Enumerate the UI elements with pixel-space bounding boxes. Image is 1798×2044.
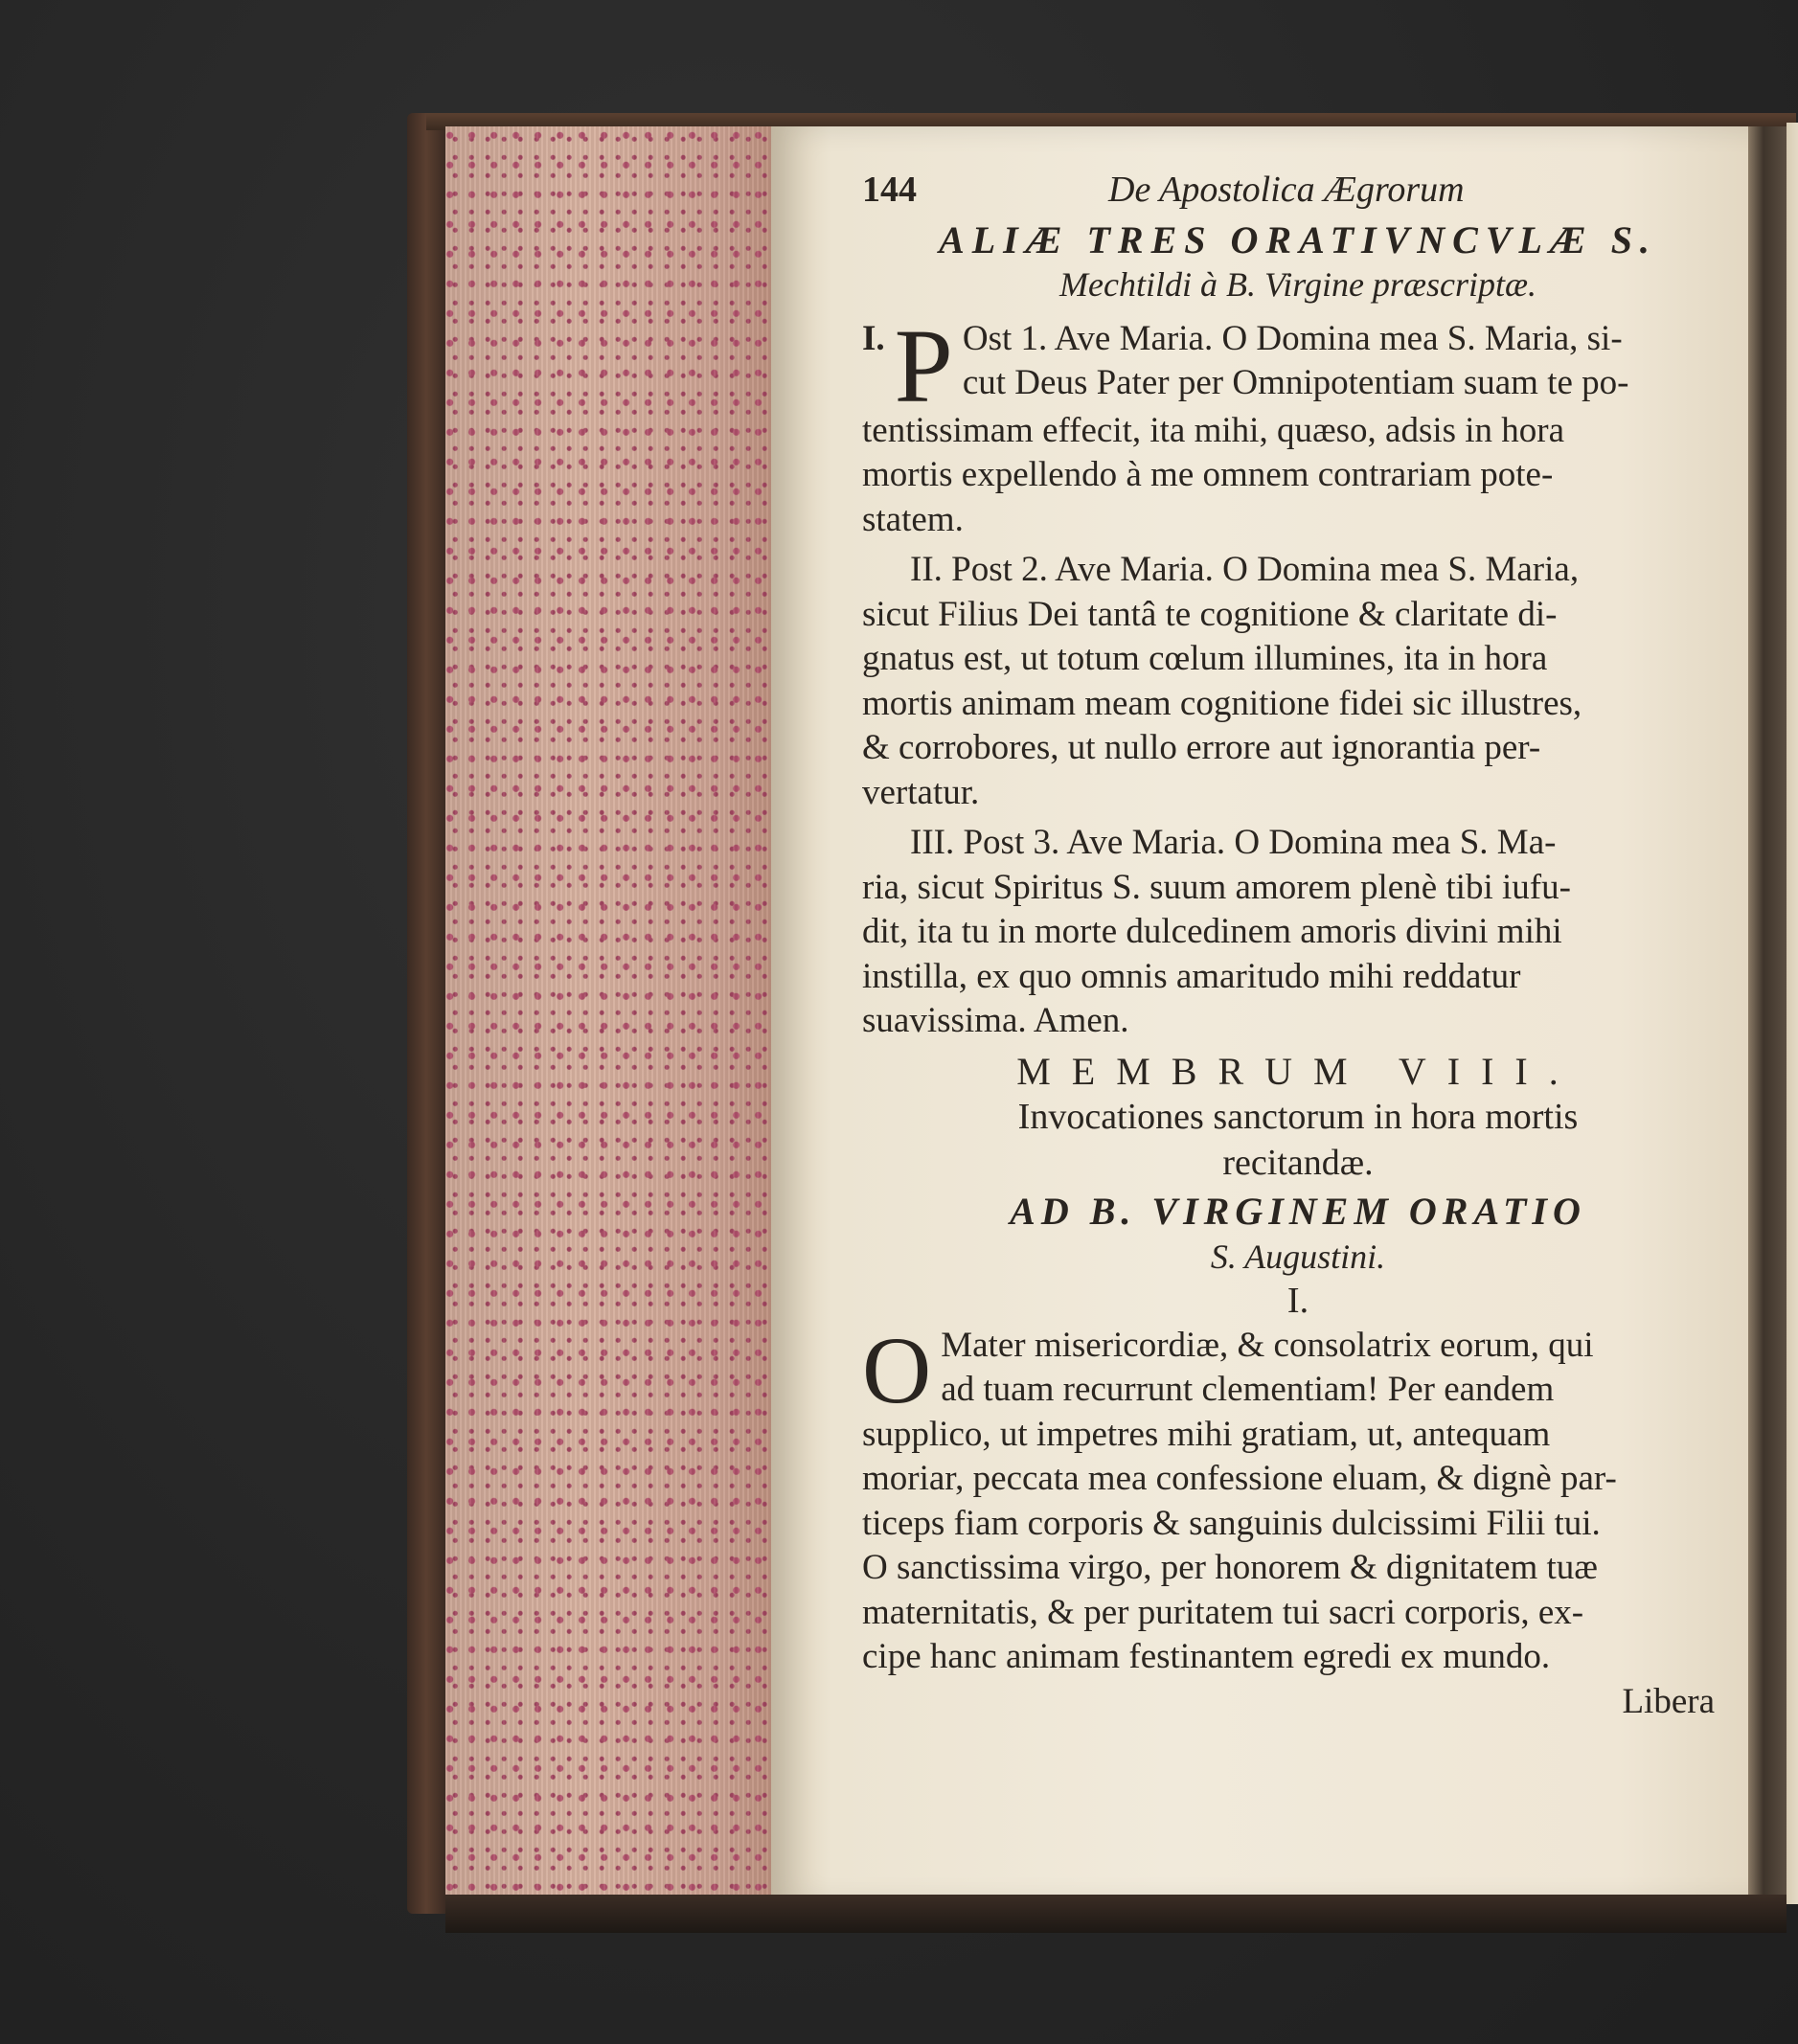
- text-line: supplico, ut impetres mihi gratiam, ut, antequam: [862, 1414, 1551, 1454]
- oration-title: AD B. VIRGINEM ORATIO: [1010, 1190, 1586, 1233]
- prayer-number: I.: [862, 318, 885, 358]
- book-gutter: [1748, 126, 1787, 1898]
- text-line: dit, ita tu in morte dulcedinem amoris divini mihi: [862, 912, 1562, 951]
- prayer-four: [862, 1316, 1734, 1680]
- oration-author: S. Augustini.: [1210, 1237, 1386, 1276]
- invocation-heading: Invocationes sanctorum in hora mortis: [1017, 1097, 1579, 1137]
- membrum-heading: MEMBRUM VIII.: [1016, 1049, 1580, 1093]
- page-number: 144: [862, 170, 917, 210]
- book-cover-board: [407, 113, 445, 1914]
- text-line: gnatus est, ut totum cœlum illumines, ita in hora: [862, 639, 1548, 678]
- text-line: instilla, ex quo omnis amaritudo mihi reddatur: [862, 956, 1521, 996]
- book-bottom-edge: [445, 1895, 1787, 1933]
- running-head: [862, 168, 1734, 213]
- invocation-heading-cont: recitandæ.: [1222, 1143, 1374, 1183]
- section-subtitle: Mechtildi à B. Virgine præscriptæ.: [1059, 265, 1536, 304]
- catchword: Libera: [1622, 1681, 1715, 1721]
- text-line: tentissimam effecit, ita mihi, quæso, adsis in hora: [862, 410, 1565, 450]
- prayer-one: [862, 307, 1734, 543]
- prayer-two: [862, 548, 1734, 815]
- text-line: mortis animam meam cognitione fidei sic illustres,: [862, 683, 1582, 723]
- text-line: Mater misericordiæ, & consolatrix eorum, qui: [941, 1325, 1594, 1365]
- drop-capital: P: [894, 307, 953, 424]
- text-line: sicut Filius Dei tantâ te cognitione & claritate di-: [862, 594, 1558, 634]
- prayer-three: [862, 821, 1734, 1044]
- section-title: ALIÆ TRES ORATIVNCVLÆ S.: [939, 217, 1657, 261]
- text-line: & corrobores, ut nullo errore aut ignorantia per-: [862, 728, 1541, 767]
- text-line: ria, sicut Spiritus S. suum amorem plenè tibi iufu-: [862, 867, 1571, 907]
- drop-capital: O: [862, 1316, 932, 1423]
- text-line: II. Post 2. Ave Maria. O Domina mea S. Maria,: [910, 550, 1580, 589]
- sprinkled-page-edges: [445, 126, 790, 1908]
- text-line: maternitatis, & per puritatem tui sacri corporis, ex-: [862, 1592, 1584, 1632]
- page-text: [862, 168, 1734, 1724]
- facing-page-edge: [1787, 123, 1798, 1904]
- text-line: statem.: [862, 499, 964, 539]
- text-line: moriar, peccata mea confessione eluam, & dignè par-: [862, 1459, 1617, 1498]
- text-line: cipe hanc animam festinantem egredi ex mundo.: [862, 1637, 1551, 1676]
- text-line: III. Post 3. Ave Maria. O Domina mea S. Ma-: [910, 823, 1557, 862]
- running-title: De Apostolica Ægrorum: [1108, 170, 1465, 210]
- text-line: ad tuam recurrunt clementiam! Per eandem: [941, 1370, 1555, 1409]
- text-line: mortis expellendo à me omnem contrariam pote-: [862, 455, 1554, 494]
- text-line: suavissima. Amen.: [862, 1001, 1129, 1040]
- text-line: cut Deus Pater per Omnipotentiam suam te po-: [962, 363, 1629, 402]
- text-line: O sanctissima virgo, per honorem & dignitatem tuæ: [862, 1548, 1598, 1587]
- text-line: Ost 1. Ave Maria. O Domina mea S. Maria, si-: [962, 318, 1623, 358]
- text-line: ticeps fiam corporis & sanguinis dulcissimi Filii tui.: [862, 1503, 1601, 1543]
- oration-number: I.: [1286, 1281, 1309, 1321]
- text-line: vertatur.: [862, 772, 980, 812]
